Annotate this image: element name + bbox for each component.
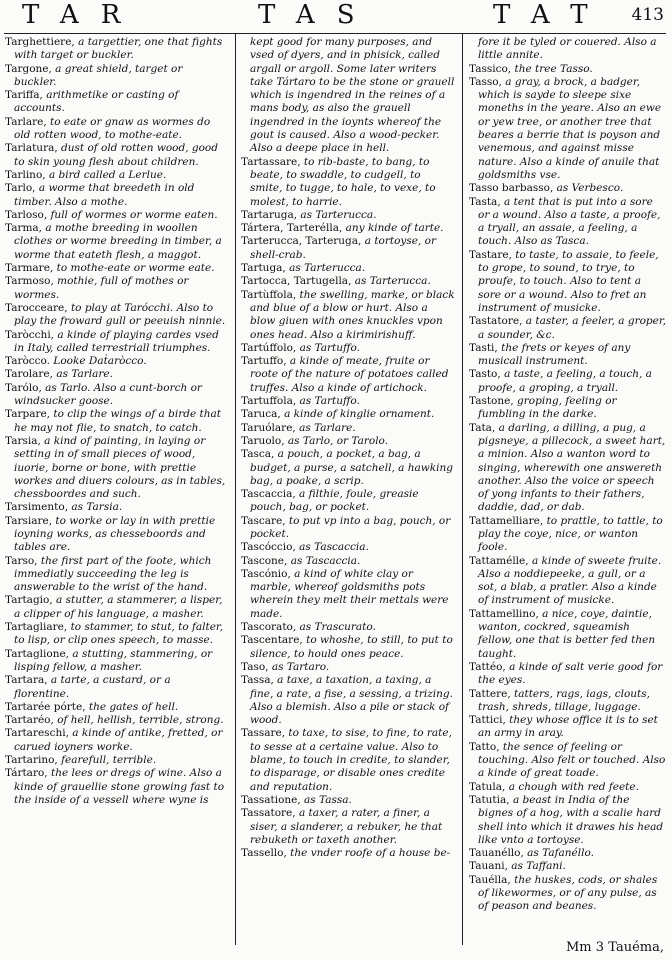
dictionary-entry xyxy=(469,368,667,395)
dictionary-entry xyxy=(469,36,667,63)
dictionary-entry xyxy=(5,408,228,435)
dictionary-entry xyxy=(469,781,667,794)
dictionary-entry xyxy=(469,249,667,315)
headword: Taruca, xyxy=(241,408,281,421)
dictionary-entry xyxy=(5,116,228,143)
definition: as Tarlo. Also a cunt-borch or windsucker goose. xyxy=(14,381,202,408)
definition: a kinde of antike, fretted, or carued ioyners worke. xyxy=(14,727,223,753)
headword: Tattamelliare, xyxy=(469,514,544,527)
definition: the gates of hell. xyxy=(88,700,179,713)
headword: Tartùffola, xyxy=(241,288,297,301)
headword: Tata, xyxy=(469,421,496,434)
headword: Tartarée pórte, xyxy=(5,700,86,713)
definition: a kinde of sweete fruite. Also a noddiepeeke, a gull, or a sot, a blab, a pratler. Also a kinde of instrument of musicke. xyxy=(478,554,662,607)
dictionary-entry xyxy=(5,262,228,275)
dictionary-entry xyxy=(5,222,228,262)
header-right: TAT xyxy=(493,0,610,30)
definition: to taxe, to sise, to fine, to rate, to sesse at a certaine value. Also to blame, to touch in credite, to slander, to disparage, or disable ones credite and reputation. xyxy=(250,727,452,793)
dictionary-entry xyxy=(5,727,228,754)
headword: Tastone, xyxy=(469,395,514,408)
definition: as Taffani. xyxy=(511,860,566,873)
dictionary-entry xyxy=(241,209,456,222)
column-2 xyxy=(241,36,456,926)
definition: a targettier, one that fights with target or buckler. xyxy=(14,36,223,62)
dictionary-entry xyxy=(241,222,456,235)
dictionary-entry xyxy=(469,608,667,661)
dictionary-entry xyxy=(469,63,667,76)
definition: as Tascaccia. xyxy=(290,554,361,567)
definition: a kinde of kinglie ornament. xyxy=(284,408,435,421)
dictionary-entry xyxy=(5,501,228,514)
definition: a kinde of meate, fruite or roote of the nature of potatoes called truffes. Also a kinde of artichock. xyxy=(250,355,449,394)
dictionary-entry xyxy=(469,315,667,342)
dictionary-entry xyxy=(5,701,228,714)
catchword: Tauéma, xyxy=(608,940,664,955)
headword: Tarmare, xyxy=(5,262,54,275)
header-middle: TAS xyxy=(258,0,377,30)
dictionary-entry xyxy=(5,182,228,209)
page-number: 413 xyxy=(631,5,664,25)
headword: Tartaglione, xyxy=(5,647,70,660)
dictionary-entry xyxy=(5,382,228,409)
dictionary-entry xyxy=(5,302,228,329)
definition: a beast in India of the bignes of a hog, with a scalie hard shell into which it drawes his head like vnto a tortoyse. xyxy=(478,793,664,846)
dictionary-entry xyxy=(469,182,667,195)
definition: a tarte, a custard, or a florentine. xyxy=(14,674,171,700)
definition: the frets or keyes of any musicall instrument. xyxy=(478,341,631,368)
headword: Tattéo, xyxy=(469,660,506,673)
headword: Tatto, xyxy=(469,740,500,753)
definition: a filthie, foule, greasie pouch, bag, or pocket. xyxy=(250,488,419,514)
definition: as Tarlare. xyxy=(299,421,356,434)
definition: to worke or lay in with prettie ioyning works, as chesseboords and tables are. xyxy=(14,514,216,554)
headword: Targhettiere, xyxy=(5,36,75,48)
dictionary-entry xyxy=(241,408,456,421)
headword: Tassatore, xyxy=(241,807,296,820)
headword: Tartúffolo, xyxy=(241,341,297,354)
definition: a nice, coye, daintie, wanton, cockred, squeamish fellow, one that is better fed then taught. xyxy=(478,607,656,660)
definition: to taste, to assaie, to feele, to grope, to sound, to trye, to proufe, to touch. Also to tent a sore or a wound. Also to fret an instrument of musicke. xyxy=(478,248,659,314)
headword: Tarma, xyxy=(5,222,43,235)
headword: Tasca, xyxy=(241,448,275,461)
headword: Tarlare, xyxy=(5,115,47,128)
headword: Tattamélle, xyxy=(469,554,529,567)
headword: Tartaruga, xyxy=(241,208,298,221)
headword: Tassare, xyxy=(241,727,286,740)
headword: Tarlino, xyxy=(5,168,46,181)
dictionary-entry xyxy=(241,262,456,275)
headword: Tartaréo, xyxy=(5,714,54,727)
dictionary-entry xyxy=(241,541,456,554)
definition: a kind of painting, in laying or setting in of small pieces of wood, iuorie, borne or bone, with prettie workes and diuers colours, as in tables, chessboordes and such. xyxy=(14,434,226,501)
definition: as Tarterucca. xyxy=(354,275,431,288)
definition: dust of old rotten wood, good to skin young flesh about children. xyxy=(14,142,218,168)
definition: to clip the wings of a birde that he may not flie, to snatch, to catch. xyxy=(14,408,221,434)
definition: a great shield, target or buckler. xyxy=(14,62,183,88)
headword: Tartocca, Tartugella, xyxy=(241,275,352,288)
headword: Tariffa, xyxy=(5,89,43,102)
definition: as Tascaccia. xyxy=(299,541,369,554)
dictionary-entry xyxy=(469,741,667,781)
headword: Tascóccio, xyxy=(241,541,296,554)
headword: Tauani, xyxy=(469,860,508,873)
definition: a pouch, a pocket, a bag, a budget, a purse, a satchell, a hawking bag, a poake, a scrip. xyxy=(250,448,453,487)
headword: Tarlo, xyxy=(5,182,36,195)
headword: Tarsiare, xyxy=(5,514,53,527)
dictionary-entry xyxy=(5,435,228,501)
definition: the huskes, cods, or shales of likewormes, or of any pulse, as of peason and beanes. xyxy=(478,873,658,913)
definition: a tent that is put into a sore or a wound. Also a taste, a proofe, a tryall, an assaie, a feeling, a touch. Also as Tasca. xyxy=(478,195,661,248)
headword: Tarloso, xyxy=(5,208,48,221)
dictionary-entry xyxy=(469,714,667,741)
headword: Taròcco. xyxy=(5,355,51,368)
dictionary-entry xyxy=(469,395,667,422)
dictionary-entry xyxy=(469,688,667,715)
dictionary-entry xyxy=(5,674,228,701)
dictionary-entry xyxy=(469,874,667,914)
headword: Tártera, Tarterélla, xyxy=(241,222,343,235)
column-1 xyxy=(5,36,228,926)
definition: the vnder roofe of a house be- xyxy=(290,847,451,860)
signature-mark: Mm 3 xyxy=(566,940,605,955)
dictionary-entry xyxy=(469,342,667,369)
definition: the first part of the foote, which immediatly succeeding the leg is answerable to the wrist of the hand. xyxy=(14,554,212,594)
definition: a stutting, stammering, or lisping fellow, a masher. xyxy=(14,647,213,673)
headword: Tartagliare, xyxy=(5,621,68,634)
definition: any kinde of tarte. xyxy=(345,222,444,235)
dictionary-entry xyxy=(241,727,456,793)
headword: Tarsia, xyxy=(5,434,41,447)
definition: a taxe, a taxation, a taxing, a fine, a rate, a fise, a sessing, a trizing. Also a blemish. Also a pile or stack of wood. xyxy=(250,674,453,727)
dictionary-entry xyxy=(241,621,456,634)
dictionary-entry xyxy=(469,794,667,847)
dictionary-entry xyxy=(241,36,456,156)
definition: a worme that breedeth in old timber. Also a mothe. xyxy=(14,182,195,208)
dictionary-entry xyxy=(5,142,228,169)
definition: as Verbesco. xyxy=(556,182,624,195)
definition: to put vp into a bag, pouch, or pocket. xyxy=(250,514,451,540)
definition: to whoshe, to still, to put to silence, to hould ones peace. xyxy=(250,634,453,660)
dictionary-entry xyxy=(5,555,228,595)
definition: as Tassa. xyxy=(304,793,352,806)
header-rule xyxy=(4,33,666,34)
definition: the sence of feeling or touching. Also felt or touched. Also a kinde of great toade. xyxy=(478,740,666,780)
headword: Tauanéllo, xyxy=(469,847,524,860)
headword: Targone, xyxy=(5,62,52,75)
dictionary-entry xyxy=(241,847,456,860)
dictionary-entry xyxy=(469,661,667,688)
headword: Tassatione, xyxy=(241,793,301,806)
dictionary-entry xyxy=(469,847,667,860)
dictionary-entry xyxy=(241,555,456,568)
definition: they whose office it is to set an army in aray. xyxy=(478,714,658,740)
dictionary-entry xyxy=(241,395,456,408)
definition: of hell, hellish, terrible, strong. xyxy=(57,714,224,727)
headword: Tascaccia, xyxy=(241,488,296,501)
dictionary-entry xyxy=(5,36,228,63)
dictionary-entry xyxy=(241,661,456,674)
definition: a kind of white clay or marble, whereof goldsmiths pots wherein they melt their mettals were made. xyxy=(250,567,449,620)
headword: Tarmoso, xyxy=(5,275,54,288)
dictionary-entry xyxy=(241,342,456,355)
definition: the swelling, marke, or black and blue of a blow or hurt. Also a blow giuen with ones knuckles vpon ones head. Also a kirimirishuff. xyxy=(250,288,455,341)
definition: a gray, a brock, a badger, which is sayde to sleepe sixe moneths in the yeare. Also an ewe or yew tree, or another tree that beares a berrie that is poyson and venemous, and against misse nature. Also a kinde of anuile that goldsmiths vse. xyxy=(478,75,662,181)
dictionary-entry xyxy=(5,594,228,621)
headword: Tastatore, xyxy=(469,315,523,328)
definition: kept good for many purposes, and vsed of dyers, and in phisick, called argall or argoll. Some later writers take Tártaro to be the stone or grauell which is ingendred in the reines of a mans body, as also the grauell ingendred in the ioynts whereof the gout is caused. Also a wood-pecker. Also a deepe place in hell. xyxy=(250,36,455,155)
definition: to play at Tarócchi. Also to play the froward gull or peeuish ninnie. xyxy=(14,301,226,328)
headword: Tassico, xyxy=(469,62,512,75)
dictionary-entry xyxy=(241,568,456,621)
definition: a taster, a feeler, a groper, a sounder, &c. xyxy=(478,315,667,341)
dictionary-entry xyxy=(469,515,667,555)
definition: a mothe breeding in woollen clothes or worme breeding in timber, a worme that eateth flesh, a maggot. xyxy=(14,222,222,261)
definition: to stammer, to stut, to falter, to lisp, or clip ones speech, to masse. xyxy=(14,621,224,647)
headword: Tartuffo, xyxy=(241,355,287,368)
definition: a bird called a Lerlue. xyxy=(48,168,167,181)
definition: a kinde of salt verie good for the eyes. xyxy=(478,660,663,687)
dictionary-entry xyxy=(241,448,456,488)
dictionary-entry xyxy=(5,754,228,767)
definition: arithmetike or casting of accounts. xyxy=(14,89,179,115)
headword: Tascare, xyxy=(241,514,286,527)
headword: Taso, xyxy=(241,660,269,673)
headword: Tarolare, xyxy=(5,368,53,381)
headword: Tatula, xyxy=(469,780,506,793)
definition: fore it be tyled or couered. Also a little annite. xyxy=(478,36,657,62)
dictionary-entry xyxy=(469,860,667,873)
definition: to prattle, to tattle, to play the coye, nice, or wanton foole. xyxy=(478,514,663,554)
definition: Looke Daṫaròcco. xyxy=(53,355,147,368)
header-left: TAR xyxy=(22,0,143,30)
headword: Tasso, xyxy=(469,75,502,88)
dictionary-entry xyxy=(241,156,456,209)
definition: as Tarsia. xyxy=(71,501,123,514)
headword: Tascone, xyxy=(241,554,288,567)
dictionary-entry xyxy=(5,329,228,356)
definition: a chough with red feete. xyxy=(508,780,639,793)
dictionary-entry xyxy=(5,714,228,727)
dictionary-entry xyxy=(241,355,456,395)
definition: as Tartaro. xyxy=(271,660,330,673)
headword: Tártaro, xyxy=(5,767,48,780)
dictionary-entry xyxy=(241,275,456,288)
definition: the lees or dregs of wine. Also a kinde of grauellie stone growing fast to the inside of a vessell where wyne is xyxy=(14,767,225,806)
headword: Tattere, xyxy=(469,687,511,700)
dictionary-entry xyxy=(5,63,228,90)
headword: Tassa, xyxy=(241,674,274,687)
column-3 xyxy=(469,36,667,926)
definition: as Trascurato. xyxy=(299,621,376,634)
definition: a stutter, a stammerer, a lisper, a clipper of his language, a masher. xyxy=(14,594,223,620)
headword: Tarpare, xyxy=(5,408,51,421)
headword: Taruólare, xyxy=(241,421,296,434)
headword: Tartuga, xyxy=(241,262,286,275)
dictionary-entry xyxy=(241,674,456,727)
dictionary-entry xyxy=(241,634,456,661)
dictionary-entry xyxy=(469,76,667,182)
definition: a tortoyse, or shell-crab. xyxy=(250,235,436,261)
dictionary-entry xyxy=(241,422,456,435)
headword: Tarlatura, xyxy=(5,142,58,155)
definition: a taste, a feeling, a touch, a proofe, a groping, a tryall. xyxy=(478,368,652,394)
definition: a kinde of playing cardes vsed in Italy, called terrestriall triumphes. xyxy=(14,328,219,354)
dictionary-entry xyxy=(241,515,456,542)
headword: Tartagio, xyxy=(5,594,53,607)
headword: Tartara, xyxy=(5,674,48,687)
definition: a darling, a dilling, a pug, a pigsneye, a pillecock, a sweet hart, a minion. Also a wanton word to singing, wherewith one answereth another. Also the voice or speech of yong infants to their fathers, daddie, dad, or dab. xyxy=(478,421,666,514)
dictionary-entry xyxy=(5,515,228,555)
definition: as Tarlo, or Tarolo. xyxy=(287,434,389,447)
definition: tatters, rags, iags, clouts, trash, shreds, tillage, luggage. xyxy=(478,687,650,713)
headword: Tarólo, xyxy=(5,381,42,394)
definition: to eate or gnaw as wormes do old rotten wood, to mothe-eate. xyxy=(14,115,211,142)
headword: Tarso, xyxy=(5,554,38,567)
headword: Tattici, xyxy=(469,714,506,727)
headword: Tattamellino, xyxy=(469,607,539,620)
dictionary-entry xyxy=(5,648,228,675)
dictionary-entry xyxy=(5,368,228,381)
dictionary-entry xyxy=(469,422,667,515)
headword: Tascorato, xyxy=(241,621,297,634)
dictionary-entry xyxy=(241,435,456,448)
definition: a taxer, a rater, a finer, a siser, a slanderer, a rebuker, he that rebuketh or taxeth another. xyxy=(250,807,443,846)
definition: as Tafanéllo. xyxy=(527,847,594,860)
definition: fearefull, terrible. xyxy=(61,754,157,767)
definition: mothie, full of mothes or wormes. xyxy=(14,275,189,301)
headword: Tarocceare, xyxy=(5,301,68,314)
headword: Tartarino, xyxy=(5,754,58,767)
definition: as Tartuffo. xyxy=(299,341,360,354)
dictionary-entry xyxy=(5,621,228,648)
column-divider-1 xyxy=(235,33,236,945)
definition: to mothe-eate or worme eate. xyxy=(56,262,215,275)
headword: Tasto, xyxy=(469,368,501,381)
dictionary-entry xyxy=(5,355,228,368)
definition: as Tarterucca. xyxy=(289,262,366,275)
definition: full of wormes or worme eaten. xyxy=(50,208,218,221)
dictionary-entry xyxy=(241,235,456,262)
headword: Taròcchi, xyxy=(5,328,55,341)
headword: Tartassare, xyxy=(241,155,301,168)
dictionary-entry xyxy=(5,275,228,302)
headword: Tascónio, xyxy=(241,567,291,580)
dictionary-entry xyxy=(5,89,228,116)
headword: Tatutia, xyxy=(469,793,510,806)
dictionary-entry xyxy=(5,209,228,222)
headword: Tartuffola, xyxy=(241,395,297,408)
headword: Tarterucca, Tarteruga, xyxy=(241,235,362,248)
dictionary-entry xyxy=(241,289,456,342)
headword: Tarsimento, xyxy=(5,501,69,514)
headword: Tartareschi, xyxy=(5,727,69,740)
headword: Taruolo, xyxy=(241,434,285,447)
definition: as Tartuffo. xyxy=(299,395,360,408)
headword: Tauélla, xyxy=(469,873,511,886)
dictionary-entry xyxy=(241,794,456,807)
definition: the tree Tasso. xyxy=(514,62,593,75)
headword: Tastare, xyxy=(469,248,512,261)
definition: to rib-baste, to bang, to beate, to swaddle, to cudgell, to smite, to tugge, to hale, to vexe, to molest, to harrie. xyxy=(250,155,436,208)
dictionary-entry xyxy=(469,196,667,249)
headword: Tascentare, xyxy=(241,634,303,647)
headword: Tasti, xyxy=(469,341,498,354)
definition: groping, feeling or fumbling in the darke. xyxy=(478,395,617,421)
headword: Tasta, xyxy=(469,195,501,208)
column-divider-2 xyxy=(462,33,463,945)
definition: as Tarterucca. xyxy=(300,208,377,221)
dictionary-entry xyxy=(241,807,456,847)
headword: Tasso barbasso, xyxy=(469,182,554,195)
definition: as Tarlare. xyxy=(56,368,113,381)
dictionary-entry xyxy=(5,767,228,807)
page-footer xyxy=(0,934,672,960)
dictionary-entry xyxy=(469,555,667,608)
dictionary-entry xyxy=(5,169,228,182)
dictionary-entry xyxy=(241,488,456,515)
running-header xyxy=(0,0,672,30)
headword: Tassello, xyxy=(241,847,287,860)
